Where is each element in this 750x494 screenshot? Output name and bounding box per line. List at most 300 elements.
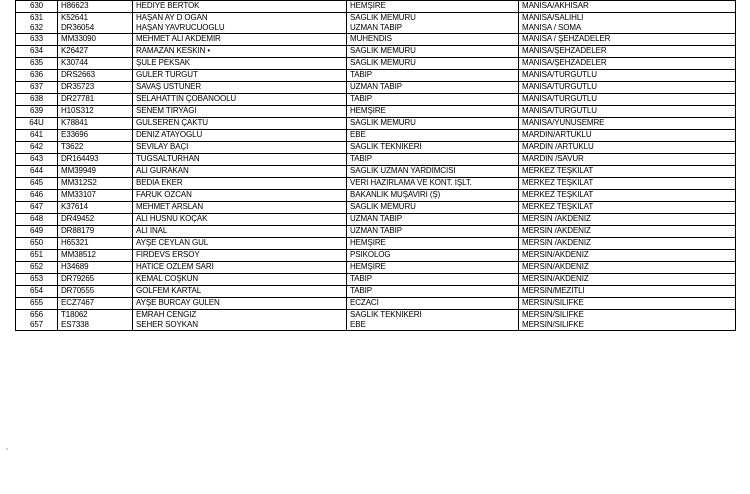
personnel-code-cell [58,274,133,286]
work-location: MANISA/AKHISAR [522,1,589,10]
table-row [16,142,736,154]
person-name: HATICE OZLEM SARI [136,262,214,271]
row-number-cell [16,298,58,310]
personnel-code-cell [58,154,133,166]
row-number-cell [16,190,58,202]
row-number: 651 [29,250,44,259]
job-title: UZMAN TABIP [350,82,402,91]
job-title-cell [347,130,519,142]
person-name-cell [133,250,347,262]
job-title-cell [347,286,519,298]
job-title: SAGLIK MEMURU [350,58,416,67]
work-location: MANISA/YUNUSEMRE [522,118,605,127]
person-name: GOLFEM KARTAL [136,286,202,295]
row-number: 649 [29,226,44,235]
personnel-code-cell [58,286,133,298]
job-title-cell [347,82,519,94]
personnel-code-cell [58,130,133,142]
personnel-code-cell [58,142,133,154]
personnel-code: K78841 [61,118,88,127]
person-name: GULER TURGUT [136,70,198,79]
work-location-cell [519,94,736,106]
personnel-code: ES7338 [61,320,89,329]
work-location: MARDIN /SAVUR [522,154,584,163]
row-number: 638 [29,94,44,103]
person-name-cell [133,13,347,34]
row-number-cell [16,34,58,46]
person-name-cell [133,298,347,310]
table-row [16,250,736,262]
row-number: 656 [29,310,44,319]
row-number-cell [16,274,58,286]
person-name: FARUK OZCAN [136,190,192,199]
personnel-code: K30744 [61,58,88,67]
work-location: MERSIN/MEZITLI [522,286,585,295]
job-title-cell [347,118,519,130]
row-number-cell [16,142,58,154]
work-location: MERSIN/AKDENIZ [522,274,589,283]
job-title: SAGLIK MEMURU [350,202,416,211]
personnel-code-cell [58,190,133,202]
job-title-cell [347,34,519,46]
row-number: 643 [29,154,44,163]
personnel-code: T18062 [61,310,88,319]
work-location: MERSIN /AKDENIZ [522,226,591,235]
table-row [16,106,736,118]
work-location: MANISA/TURGUTLU [522,94,597,103]
table-row [16,13,736,34]
work-location: MANISA/ŞEHZADELER [522,46,607,55]
work-location-cell [519,310,736,331]
row-number-cell [16,262,58,274]
work-location: MANISA/TURGUTLU [522,106,597,115]
person-name-cell [133,226,347,238]
job-title: ECZACI [350,298,379,307]
work-location-cell [519,130,736,142]
work-location-cell [519,166,736,178]
job-title-cell [347,58,519,70]
row-number: 64U [29,118,44,127]
person-name: SELAHATTIN ÇOBANOOLU [136,94,237,103]
scan-speck [6,448,8,450]
work-location-cell [519,154,736,166]
work-location: MERSIN /AKDENIZ [522,214,591,223]
personnel-code-cell [58,34,133,46]
job-title-cell [347,154,519,166]
person-name: EMRAH CENGIZ [136,310,197,319]
row-number-cell [16,286,58,298]
work-location: MANISA/ŞEHZADELER [522,58,607,67]
personnel-code: DR70555 [61,286,95,295]
job-title-cell [347,94,519,106]
personnel-code-cell [58,1,133,13]
work-location-cell [519,190,736,202]
personnel-code-cell [58,250,133,262]
job-title: MUHENDIS [350,34,392,43]
table-row [16,298,736,310]
person-name-cell [133,130,347,142]
row-number-cell [16,1,58,13]
personnel-code-cell [58,106,133,118]
row-number-cell [16,154,58,166]
row-number: 641 [29,130,44,139]
personnel-code: DR88179 [61,226,95,235]
work-location-cell [519,118,736,130]
job-title: BAKANLIK MUŞAVIRI (Ş) [350,190,441,199]
person-name: ŞULE PEKSAK [136,58,191,67]
job-title-cell [347,262,519,274]
person-name-cell [133,58,347,70]
personnel-code-cell [58,82,133,94]
table-row [16,190,736,202]
person-name-cell [133,238,347,250]
job-title-cell [347,1,519,13]
work-location-cell [519,70,736,82]
row-number: 644 [29,166,44,175]
personnel-code-cell [58,202,133,214]
job-title: UZMAN TABIP [350,23,402,32]
work-location: MARDIN/ARTUKLU [522,130,592,139]
work-location-cell [519,262,736,274]
job-title-cell [347,250,519,262]
personnel-code: ECZ7467 [61,298,95,307]
table-row [16,178,736,190]
table-row [16,310,736,331]
job-title-cell [347,13,519,34]
row-number: 635 [29,58,44,67]
job-title: TABIP [350,94,373,103]
job-title: HEMŞIRE [350,106,386,115]
row-number: 642 [29,142,44,151]
person-name: GULSEREN ÇAKTU [136,118,208,127]
personnel-code: H10S312 [61,106,94,115]
personnel-code: E33696 [61,130,88,139]
personnel-code-cell [58,214,133,226]
row-number-cell [16,250,58,262]
person-name: DENIZ ATAYOGLU [136,130,203,139]
personnel-code: MM33090 [61,34,96,43]
row-number-cell [16,202,58,214]
table-row [16,1,736,13]
person-name: ALI HUSNU KOÇAK [136,214,208,223]
row-number: 650 [29,238,44,247]
work-location: MANISA / SOMA [522,23,582,32]
personnel-code: K26427 [61,46,88,55]
work-location: MERKEZ TEŞKILAT [522,178,594,187]
row-number: 634 [29,46,44,55]
personnel-code: K52641 [61,13,88,22]
work-location-cell [519,226,736,238]
row-number-cell [16,178,58,190]
person-name-cell [133,46,347,58]
job-title: SAGLIK UZMAN YARDIMCISI [350,166,456,175]
person-name: HEDIYE BERTOK [136,1,200,10]
job-title: VERI HAZIRLAMA VE KONT. IŞLT. [350,178,472,187]
personnel-code: MM33107 [61,190,96,199]
job-title-cell [347,214,519,226]
job-title: PSIKOLOG [350,250,391,259]
personnel-code: MM39949 [61,166,96,175]
personnel-code: DRS2663 [61,70,95,79]
job-title: TABIP [350,286,373,295]
person-name-cell [133,142,347,154]
person-name-cell [133,70,347,82]
personnel-code-cell [58,310,133,331]
person-name-cell [133,106,347,118]
personnel-list-page [15,0,735,331]
job-title-cell [347,238,519,250]
row-number: 639 [29,106,44,115]
row-number: 652 [29,262,44,271]
work-location: MERKEZ TEŞKILAT [522,190,594,199]
personnel-code: T3622 [61,142,84,151]
work-location-cell [519,202,736,214]
person-name: HAŞAN AY D OGAN [136,13,208,22]
person-name-cell [133,286,347,298]
person-name: HAŞAN YAVRUCUOGLU [136,23,225,32]
work-location-cell [519,142,736,154]
personnel-code: DR79265 [61,274,95,283]
work-location: MANISA/SALIHLI [522,13,584,22]
person-name-cell [133,310,347,331]
personnel-code-cell [58,226,133,238]
row-number-cell [16,13,58,34]
person-name: SEHER SOYKAN [136,320,198,329]
job-title: HEMŞIRE [350,1,386,10]
work-location-cell [519,178,736,190]
personnel-code-cell [58,166,133,178]
job-title-cell [347,226,519,238]
table-row [16,58,736,70]
work-location: MARDIN /ARTUKLU [522,142,594,151]
job-title: SAGLIK MEMURU [350,13,416,22]
row-number: 648 [29,214,44,223]
job-title: EBE [350,320,366,329]
person-name-cell [133,214,347,226]
work-location-cell [519,106,736,118]
work-location: MERSIN /AKDENIZ [522,238,591,247]
person-name: SAVAŞ USTUNER [136,82,202,91]
work-location-cell [519,58,736,70]
personnel-code-cell [58,46,133,58]
person-name-cell [133,202,347,214]
job-title-cell [347,274,519,286]
table-row [16,82,736,94]
person-name-cell [133,118,347,130]
job-title: TABIP [350,70,373,79]
job-title: SAGLIK TEKNIKERI [350,310,422,319]
table-row [16,262,736,274]
personnel-code-cell [58,58,133,70]
job-title-cell [347,142,519,154]
job-title-cell [347,202,519,214]
job-title: EBE [350,130,366,139]
job-title: UZMAN TABIP [350,226,402,235]
work-location: MERKEZ TEŞKILAT [522,202,594,211]
person-name-cell [133,1,347,13]
row-number-cell [16,82,58,94]
table-row [16,274,736,286]
personnel-code-cell [58,298,133,310]
row-number: 654 [29,286,44,295]
work-location-cell [519,46,736,58]
job-title: SAGLIK MEMURU [350,118,416,127]
personnel-code-cell [58,178,133,190]
personnel-code-cell [58,238,133,250]
person-name-cell [133,178,347,190]
work-location: MERSIN/SILIFKE [522,310,584,319]
personnel-code: H65321 [61,238,89,247]
job-title-cell [347,190,519,202]
work-location-cell [519,298,736,310]
work-location-cell [519,13,736,34]
work-location: MANISA/TURGUTLU [522,70,597,79]
person-name: KEMAL COŞKUN [136,274,199,283]
person-name: ALI GURAKAN [136,166,189,175]
row-number-cell [16,46,58,58]
row-number: 657 [29,320,44,329]
table-row [16,94,736,106]
person-name-cell [133,274,347,286]
job-title-cell [347,310,519,331]
table-row [16,226,736,238]
table-row [16,202,736,214]
job-title: TABIP [350,154,373,163]
row-number: 655 [29,298,44,307]
work-location: MERSIN/AKDENIZ [522,250,589,259]
table-row [16,118,736,130]
job-title: HEMŞIRE [350,238,386,247]
person-name: ALI INAL [136,226,168,235]
personnel-code: MM312S2 [61,178,97,187]
row-number-cell [16,166,58,178]
work-location: MERSIN/SILIFKE [522,320,584,329]
job-title: SAGLIK MEMURU [350,46,416,55]
job-title-cell [347,178,519,190]
person-name: RAMAZAN KESKIN • [136,46,211,55]
job-title: SAGLIK TEKNIKERI [350,142,422,151]
person-name: AYŞE CEYLAN GUL [136,238,209,247]
row-number: 653 [29,274,44,283]
job-title: UZMAN TABIP [350,214,402,223]
job-title-cell [347,166,519,178]
row-number-cell [16,238,58,250]
work-location-cell [519,214,736,226]
person-name: SENEM TIRYAGI [136,106,197,115]
row-number-cell [16,58,58,70]
personnel-code: H34689 [61,262,89,271]
person-name-cell [133,34,347,46]
personnel-code-cell [58,70,133,82]
person-name: FIRDEVS ERSOY [136,250,200,259]
work-location: MANISA / ŞEHZADELER [522,34,611,43]
personnel-code-cell [58,94,133,106]
work-location-cell [519,82,736,94]
person-name: TUGSALTURHAN [136,154,200,163]
personnel-code-cell [58,13,133,34]
row-number: 645 [29,178,44,187]
job-title-cell [347,70,519,82]
table-row [16,238,736,250]
work-location-cell [519,250,736,262]
personnel-table [15,0,736,331]
work-location: MERSIN/AKDENIZ [522,262,589,271]
job-title: HEMŞIRE [350,262,386,271]
personnel-code: DR36054 [61,23,95,32]
row-number: 647 [29,202,44,211]
person-name-cell [133,262,347,274]
person-name: MEHMET ARSLAN [136,202,204,211]
person-name: AYŞE BURCAY GULEN [136,298,220,307]
work-location-cell [519,238,736,250]
row-number-cell [16,118,58,130]
person-name: SEVILAY BAÇI [136,142,189,151]
row-number: 632 [29,23,44,32]
table-row [16,130,736,142]
person-name: MEHMET ALI AKDEMIR [136,34,221,43]
row-number-cell [16,94,58,106]
personnel-code-cell [58,262,133,274]
personnel-code: DR164493 [61,154,99,163]
work-location: MANISA/TURGUTLU [522,82,597,91]
table-row [16,70,736,82]
row-number-cell [16,106,58,118]
row-number: 637 [29,82,44,91]
row-number-cell [16,310,58,331]
person-name-cell [133,190,347,202]
person-name: BEDIA EKER [136,178,183,187]
job-title: TABIP [350,274,373,283]
row-number: 630 [29,1,44,10]
table-row [16,46,736,58]
personnel-code: H86623 [61,1,89,10]
work-location-cell [519,34,736,46]
work-location-cell [519,1,736,13]
row-number: 633 [29,34,44,43]
personnel-table-body [16,1,736,331]
personnel-code: K37614 [61,202,88,211]
person-name-cell [133,82,347,94]
job-title-cell [347,298,519,310]
table-row [16,166,736,178]
personnel-code: DR49452 [61,214,95,223]
row-number-cell [16,214,58,226]
table-row [16,154,736,166]
row-number-cell [16,130,58,142]
person-name-cell [133,154,347,166]
work-location: MERSIN/SILIFKE [522,298,584,307]
table-row [16,214,736,226]
table-row [16,286,736,298]
person-name-cell [133,166,347,178]
row-number: 636 [29,70,44,79]
person-name-cell [133,94,347,106]
personnel-code-cell [58,118,133,130]
work-location-cell [519,274,736,286]
job-title-cell [347,106,519,118]
job-title-cell [347,46,519,58]
personnel-code: DR27781 [61,94,95,103]
row-number: 631 [29,13,44,22]
row-number-cell [16,70,58,82]
work-location-cell [519,286,736,298]
table-row [16,34,736,46]
row-number: 646 [29,190,44,199]
work-location: MERKEZ TEŞKILAT [522,166,594,175]
personnel-code: DR35723 [61,82,95,91]
row-number-cell [16,226,58,238]
personnel-code: MM38512 [61,250,96,259]
